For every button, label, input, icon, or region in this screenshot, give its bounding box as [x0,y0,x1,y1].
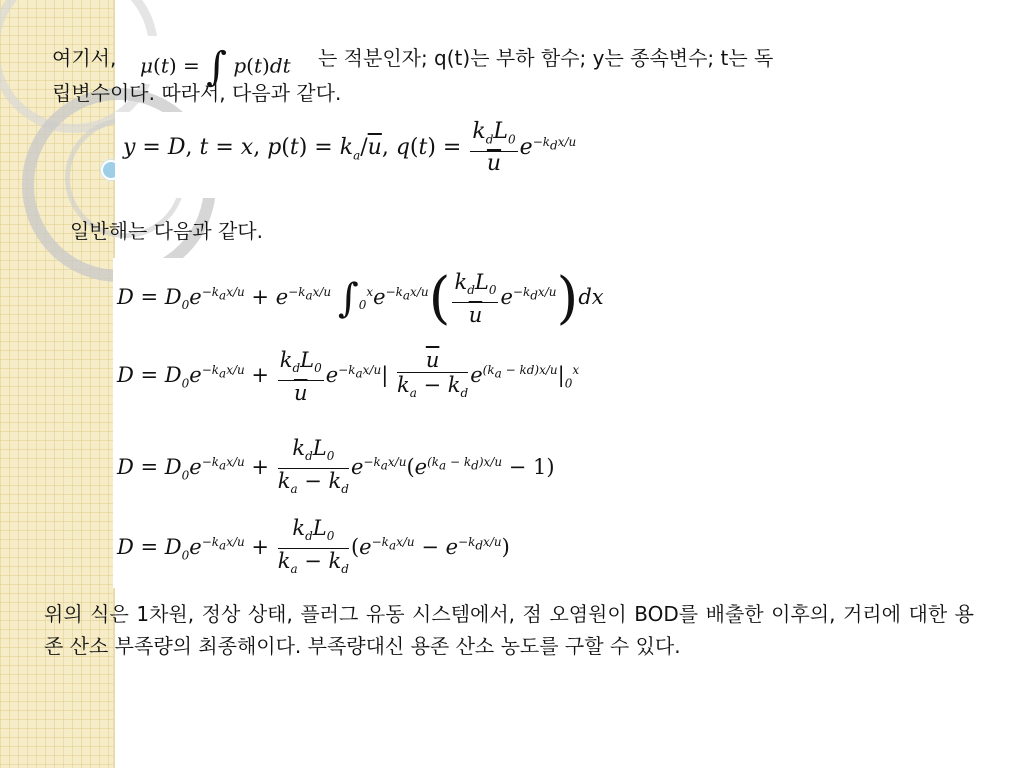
intro-line-1-suffix: 는 적분인자; q(t)는 부하 함수; y는 종속변수; t는 독 [318,46,774,70]
intro-line-1-prefix: 여기서, [52,46,117,70]
integrating-factor-equation-area [130,36,315,90]
substitution-equation: y = D, t = x, $p(t) = k_a/\overline{u}$, q(t) = $\frac{k_dL_0}{u}$ $e^{-k_dx/u}$ [123,119,577,177]
integrating-factor-equation: μ(t) = ∫ p(t)dt [140,44,291,90]
solution-equation-4: $D = D_0e^{-k_ax/u}$ + $\frac{k_dL_0}{k_a - k_d}$ $(e^{-k_ax/u} - e^{-k_dx/u})$ [117,516,510,577]
general-solution-label: 일반해는 다음과 같다. [70,219,263,243]
solution-equation-3: $D = D_0e^{-k_ax/u}$ + $\frac{k_dL_0}{k_a - k_d}$ $e^{-k_ax/u}(e^{(k_a - k_d)x/u} - 1)$ [117,436,555,497]
substitution-equation-area [115,112,645,198]
solution-equation-1: $D = D_0e^{-k_ax/u} + e^{-k_ax/u}$ $\int_0^xe^{-k_ax/u}$( $\frac{k_dL_0}{u}$ $e^{-k_dx/u})dx$ [117,266,604,331]
conclusion-paragraph: 위의 식은 1차원, 정상 상태, 플러그 유동 시스템에서, 점 오염원이 BOD를 배출한 이후의, 거리에 대한 용존 산소 부족량의 최종해이다. 부족량대신 용존 산소 농도를 구할 수 있다. [44,602,974,658]
solution-equation-2: $D = D_0e^{-k_ax/u}$ + $\frac{k_dL_0}{u}$ $e^{-k_ax/u}|$ $\frac{\overline{u}}{k_a - k_d}$ $e^{(k_a - kd)x/u}|_0^x$ [117,348,580,406]
intro-line-2: 립변수이다. 따라서, 다음과 같다. [52,81,342,105]
solution-equations-block [113,258,643,588]
